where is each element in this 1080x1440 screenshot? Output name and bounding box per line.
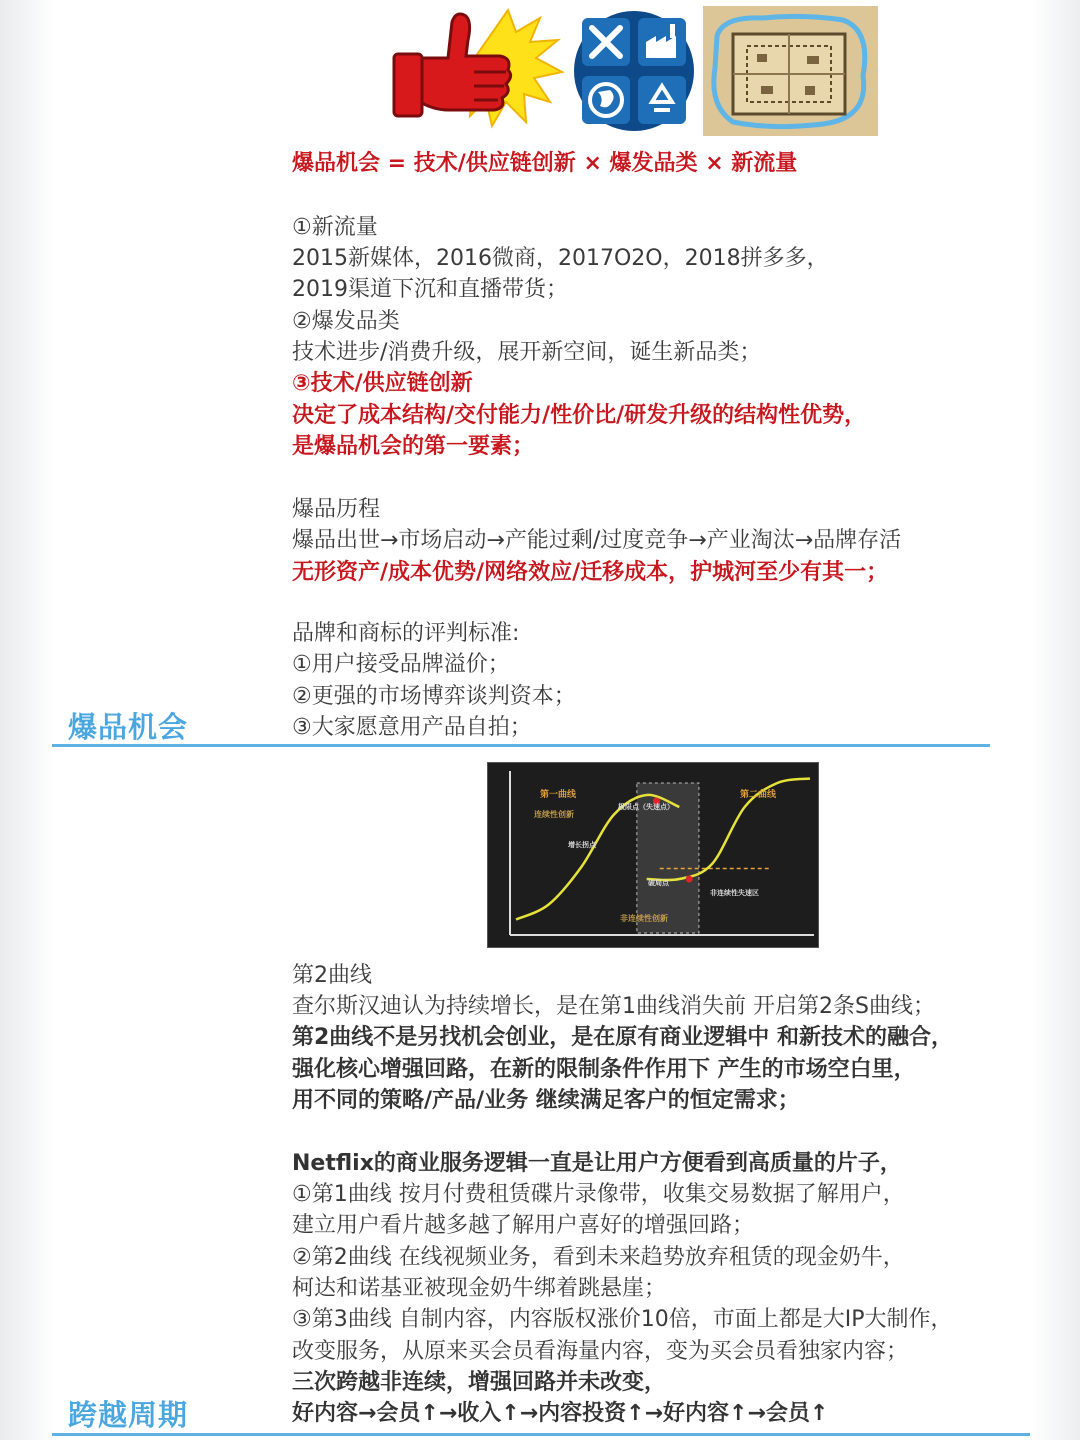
text-line: 改变服务，从原来买会员看海量内容，变为买会员看独家内容； xyxy=(292,1339,909,1364)
text-line-emphasis: 无形资产/成本优势/网络效应/迁移成本，护城河至少有其一； xyxy=(292,560,889,585)
formula-heading: 爆品机会 = 技术/供应链创新 × 爆发品类 × 新流量 xyxy=(292,151,798,176)
text-line-bold: 第2曲线不是另找机会创业，是在原有商业逻辑中 和新技术的融合， xyxy=(292,1025,953,1050)
text-line-bold: 强化核心增强回路，在新的限制条件作用下 产生的市场空白里， xyxy=(292,1057,916,1082)
s-curve-chart xyxy=(487,762,819,948)
text-line: ③第3曲线 自制内容，内容版权涨价10倍，市面上都是大IP大制作， xyxy=(292,1307,953,1332)
text-line-bold: 三次跨越非连续，增强回路并未改变， xyxy=(292,1370,667,1395)
label-gap: 非连续性失速区 xyxy=(710,889,759,897)
thumbs-up-image xyxy=(390,6,565,136)
section-label: 跨越周期 xyxy=(68,1398,189,1432)
text-line-emphasis: 是爆品机会的第一要素； xyxy=(292,434,535,459)
text-line: ③大家愿意用产品自拍； xyxy=(292,715,532,740)
text-line-bold: 用不同的策略/产品/业务 继续满足客户的恒定需求； xyxy=(292,1088,800,1113)
text-line: 第2曲线 xyxy=(292,963,372,988)
thumbs-up-icon xyxy=(390,6,565,136)
section-label: 爆品机会 xyxy=(68,710,189,744)
section-divider xyxy=(52,1433,1030,1436)
text-line: 柯达和诺基亚被现金奶牛绑着跳悬崖； xyxy=(292,1276,667,1301)
text-line-emphasis: ③技术/供应链创新 xyxy=(292,371,473,396)
label-growth-inflection: 增长拐点 xyxy=(568,841,596,849)
label-discontinuous: 非连续性创新 xyxy=(620,914,668,923)
text-line: 技术进步/消费升级，展开新空间，诞生新品类； xyxy=(292,340,762,365)
text-line: ①新流量 xyxy=(292,215,378,240)
label-breakthrough: 破局点 xyxy=(648,879,669,887)
text-line: ②更强的市场博弈谈判资本； xyxy=(292,684,576,709)
text-line: 2019渠道下沉和直播带货； xyxy=(292,277,568,302)
text-line: ②第2曲线 在线视频业务，看到未来趋势放弃租赁的现金奶牛， xyxy=(292,1245,905,1270)
text-line-bold: Netflix的商业服务逻辑一直是让用户方便看到高质量的片子， xyxy=(292,1151,902,1176)
section-divider xyxy=(52,744,990,747)
text-line-bold: 好内容→会员↑→收入↑→内容投资↑→好内容↑→会员↑ xyxy=(292,1401,829,1426)
label-limit-point: 极限点（失速点） xyxy=(618,803,674,811)
text-line: ②爆发品类 xyxy=(292,309,400,334)
text-line: ①用户接受品牌溢价； xyxy=(292,652,510,677)
text-line: 2015新媒体，2016微商，2017O2O，2018拼多多， xyxy=(292,246,829,271)
text-line: 爆品出世→市场启动→产能过剩/过度竞争→产业淘汰→品牌存活 xyxy=(292,528,902,553)
text-line: 查尔斯汉迪认为持续增长，是在第1曲线消失前 开启第2条S曲线； xyxy=(292,994,935,1019)
text-line: 品牌和商标的评判标准: xyxy=(292,621,520,646)
text-line: 建立用户看片越多越了解用户喜好的增强回路； xyxy=(292,1213,755,1238)
label-continuous: 连续性创新 xyxy=(534,810,574,819)
label-first-curve: 第一曲线 xyxy=(540,790,577,800)
text-line: 爆品历程 xyxy=(292,497,381,522)
text-line: ①第1曲线 按月付费租赁碟片录像带，收集交易数据了解用户， xyxy=(292,1182,905,1207)
walled-city-map-icon xyxy=(703,6,878,136)
label-second-curve: 第二曲线 xyxy=(740,790,777,800)
breakthrough-marker xyxy=(686,876,693,883)
text-line-emphasis: 决定了成本结构/交付能力/性价比/研发升级的结构性优势， xyxy=(292,403,867,428)
walled-city-map-image xyxy=(703,6,878,136)
sustainability-tiles-image xyxy=(568,6,700,136)
